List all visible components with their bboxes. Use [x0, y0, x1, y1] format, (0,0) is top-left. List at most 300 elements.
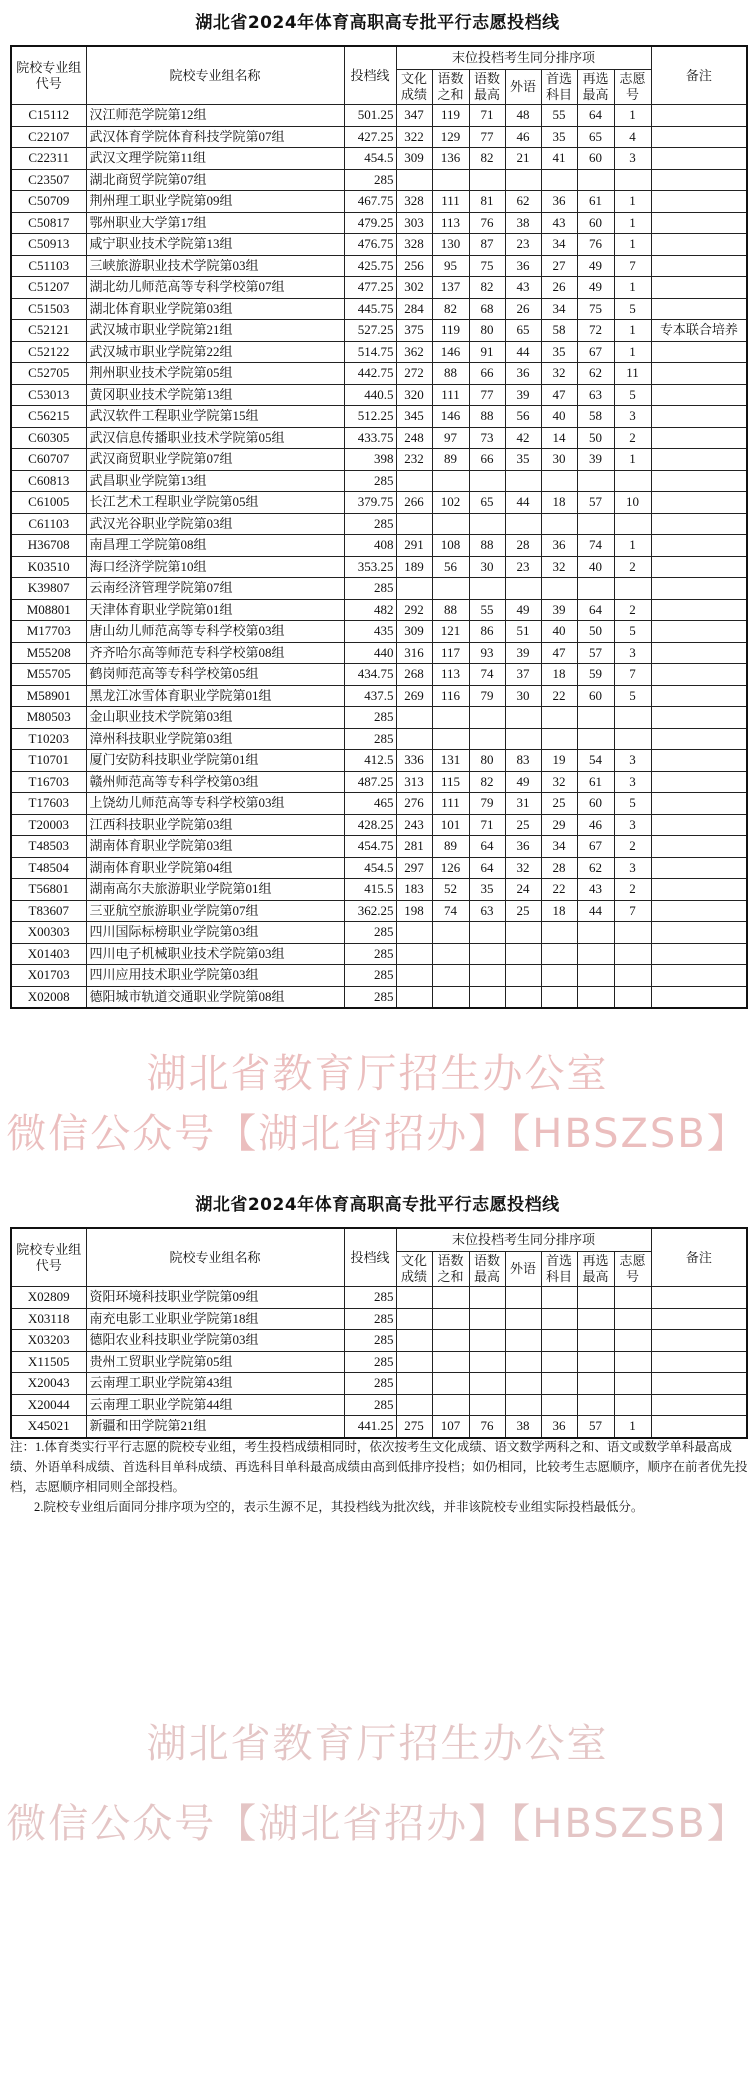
- cell-code: T56801: [11, 879, 86, 901]
- table-row: [11, 621, 747, 643]
- cell-culture-score: [396, 470, 432, 492]
- cell-remark: [651, 664, 747, 686]
- cell-name: 武汉城市职业学院第22组: [86, 341, 344, 363]
- cell-line: 362.25: [344, 900, 396, 922]
- cell-line: 353.25: [344, 556, 396, 578]
- cell-name: 贵州工贸职业学院第05组: [86, 1351, 344, 1373]
- cell-foreign-language: 38: [505, 1416, 541, 1438]
- cell-chinese-math-max: [469, 943, 505, 965]
- table-row: [11, 169, 747, 191]
- cell-line: 501.25: [344, 105, 396, 127]
- header-line: 投档线: [344, 1228, 396, 1287]
- table-row: [11, 664, 747, 686]
- cell-remark: [651, 470, 747, 492]
- cell-first-subject: 40: [541, 406, 577, 428]
- cell-remark: [651, 234, 747, 256]
- cell-first-subject: 29: [541, 814, 577, 836]
- cell-preference-no: 5: [614, 621, 651, 643]
- cell-preference-no: 11: [614, 363, 651, 385]
- cell-preference-no: 2: [614, 836, 651, 858]
- cell-second-subject-max: 62: [577, 857, 614, 879]
- cell-chinese-math-max: [469, 1351, 505, 1373]
- cell-chinese-math-sum: [432, 728, 469, 750]
- cell-line: 435: [344, 621, 396, 643]
- cell-line: 285: [344, 728, 396, 750]
- cell-code: C50817: [11, 212, 86, 234]
- cell-first-subject: [541, 707, 577, 729]
- cell-line: 285: [344, 1351, 396, 1373]
- cell-chinese-math-sum: 108: [432, 535, 469, 557]
- cell-chinese-math-sum: [432, 1308, 469, 1330]
- cell-name: 三亚航空旅游职业学院第07组: [86, 900, 344, 922]
- cell-chinese-math-max: 88: [469, 535, 505, 557]
- cell-second-subject-max: 57: [577, 492, 614, 514]
- cell-culture-score: 291: [396, 535, 432, 557]
- cell-foreign-language: 36: [505, 363, 541, 385]
- cell-line: 467.75: [344, 191, 396, 213]
- cell-name: 江西科技职业学院第03组: [86, 814, 344, 836]
- cell-chinese-math-max: 80: [469, 750, 505, 772]
- cell-remark: [651, 427, 747, 449]
- cell-chinese-math-max: [469, 707, 505, 729]
- table-row: [11, 277, 747, 299]
- cell-foreign-language: [505, 1394, 541, 1416]
- cell-code: T48503: [11, 836, 86, 858]
- cell-foreign-language: 65: [505, 320, 541, 342]
- cell-code: T83607: [11, 900, 86, 922]
- header-tiebreak-group: 末位投档考生同分排序项: [396, 1228, 651, 1252]
- cell-chinese-math-sum: [432, 1287, 469, 1309]
- cell-line: 434.75: [344, 664, 396, 686]
- cell-foreign-language: 36: [505, 836, 541, 858]
- cell-first-subject: [541, 1287, 577, 1309]
- cell-remark: [651, 836, 747, 858]
- cell-preference-no: [614, 169, 651, 191]
- cell-preference-no: [614, 578, 651, 600]
- cell-code: C51207: [11, 277, 86, 299]
- cell-remark: [651, 363, 747, 385]
- cell-foreign-language: [505, 470, 541, 492]
- cell-line: 285: [344, 986, 396, 1008]
- cell-code: X01703: [11, 965, 86, 987]
- table-row: [11, 298, 747, 320]
- cell-culture-score: [396, 1351, 432, 1373]
- cell-first-subject: [541, 578, 577, 600]
- cell-foreign-language: [505, 169, 541, 191]
- cell-second-subject-max: [577, 922, 614, 944]
- cell-chinese-math-sum: 137: [432, 277, 469, 299]
- cell-second-subject-max: [577, 1308, 614, 1330]
- cell-preference-no: 3: [614, 771, 651, 793]
- table-row: [11, 578, 747, 600]
- cell-foreign-language: 24: [505, 879, 541, 901]
- table-row: [11, 191, 747, 213]
- table-row: [11, 750, 747, 772]
- cell-code: M55208: [11, 642, 86, 664]
- cell-code: H36708: [11, 535, 86, 557]
- table-row: [11, 900, 747, 922]
- table-row: [11, 771, 747, 793]
- cell-culture-score: [396, 986, 432, 1008]
- cell-name: 唐山幼儿师范高等专科学校第03组: [86, 621, 344, 643]
- cell-code: C50709: [11, 191, 86, 213]
- table-row: [11, 406, 747, 428]
- cell-name: 黑龙江冰雪体育职业学院第01组: [86, 685, 344, 707]
- table-row: [11, 1394, 747, 1416]
- cell-chinese-math-max: 81: [469, 191, 505, 213]
- cell-remark: [651, 406, 747, 428]
- cell-second-subject-max: [577, 1330, 614, 1352]
- cell-culture-score: [396, 707, 432, 729]
- cell-code: C52122: [11, 341, 86, 363]
- cell-second-subject-max: 72: [577, 320, 614, 342]
- cell-line: 433.75: [344, 427, 396, 449]
- cell-chinese-math-max: 76: [469, 1416, 505, 1438]
- cell-first-subject: 18: [541, 664, 577, 686]
- cell-chinese-math-sum: 117: [432, 642, 469, 664]
- table-row: [11, 255, 747, 277]
- header-name: 院校专业组名称: [86, 46, 344, 105]
- cell-line: 285: [344, 943, 396, 965]
- cell-line: 285: [344, 578, 396, 600]
- cell-code: C52121: [11, 320, 86, 342]
- cell-name: 武汉商贸职业学院第07组: [86, 449, 344, 471]
- cell-first-subject: 34: [541, 298, 577, 320]
- cell-code: C61005: [11, 492, 86, 514]
- cell-first-subject: [541, 1351, 577, 1373]
- cell-line: 412.5: [344, 750, 396, 772]
- cell-second-subject-max: 44: [577, 900, 614, 922]
- cell-name: 湖南体育职业学院第03组: [86, 836, 344, 858]
- cell-first-subject: [541, 965, 577, 987]
- cell-culture-score: 309: [396, 148, 432, 170]
- cell-chinese-math-sum: 89: [432, 836, 469, 858]
- cell-second-subject-max: 75: [577, 298, 614, 320]
- note-1: 注：1.体育类实行平行志愿的院校专业组，考生投档成绩相同时，依次按考生文化成绩、语文数学两科之和、语文或数学单科最高成绩、外语单科成绩、首选科目单科成绩、再选科目单科最高成绩由高到低排序投档；如仍相同，比较考生志愿顺序，顺序在前者优先投档，志愿顺序相同则全部投档。: [10, 1440, 748, 1494]
- cell-culture-score: 292: [396, 599, 432, 621]
- cell-second-subject-max: 61: [577, 771, 614, 793]
- cell-name: 咸宁职业技术学院第13组: [86, 234, 344, 256]
- cell-code: X00303: [11, 922, 86, 944]
- cell-line: 465: [344, 793, 396, 815]
- table-row: [11, 384, 747, 406]
- table-row: [11, 320, 747, 342]
- cell-code: C52705: [11, 363, 86, 385]
- cell-code: M17703: [11, 621, 86, 643]
- cell-chinese-math-max: 66: [469, 363, 505, 385]
- table-row: [11, 943, 747, 965]
- cell-code: K39807: [11, 578, 86, 600]
- cell-remark: [651, 922, 747, 944]
- cell-foreign-language: 30: [505, 685, 541, 707]
- cell-chinese-math-sum: 131: [432, 750, 469, 772]
- cell-remark: [651, 212, 747, 234]
- table-row: [11, 449, 747, 471]
- cell-chinese-math-sum: 121: [432, 621, 469, 643]
- cell-first-subject: 22: [541, 685, 577, 707]
- admission-table-1: [10, 45, 748, 1009]
- cell-culture-score: [396, 1330, 432, 1352]
- cell-preference-no: 5: [614, 384, 651, 406]
- cell-second-subject-max: 61: [577, 191, 614, 213]
- cell-second-subject-max: 50: [577, 621, 614, 643]
- cell-preference-no: 1: [614, 212, 651, 234]
- cell-chinese-math-max: 79: [469, 793, 505, 815]
- cell-chinese-math-sum: 97: [432, 427, 469, 449]
- cell-chinese-math-max: [469, 1394, 505, 1416]
- cell-code: T16703: [11, 771, 86, 793]
- cell-culture-score: 347: [396, 105, 432, 127]
- cell-preference-no: [614, 922, 651, 944]
- cell-preference-no: [614, 1394, 651, 1416]
- cell-code: X03203: [11, 1330, 86, 1352]
- cell-name: 金山职业技术学院第03组: [86, 707, 344, 729]
- cell-line: 285: [344, 1394, 396, 1416]
- cell-preference-no: [614, 1351, 651, 1373]
- cell-remark: [651, 879, 747, 901]
- cell-chinese-math-sum: 126: [432, 857, 469, 879]
- cell-preference-no: [614, 1330, 651, 1352]
- cell-chinese-math-sum: [432, 922, 469, 944]
- cell-first-subject: [541, 513, 577, 535]
- cell-remark: [651, 986, 747, 1008]
- cell-name: 武汉体育学院体育科技学院第07组: [86, 126, 344, 148]
- cell-name: 赣州师范高等专科学校第03组: [86, 771, 344, 793]
- cell-line: 285: [344, 922, 396, 944]
- cell-foreign-language: 39: [505, 384, 541, 406]
- cell-chinese-math-sum: [432, 578, 469, 600]
- header-culture-score: 文化成绩: [396, 1252, 432, 1287]
- cell-culture-score: 309: [396, 621, 432, 643]
- cell-chinese-math-max: [469, 169, 505, 191]
- cell-chinese-math-max: 73: [469, 427, 505, 449]
- cell-code: C61103: [11, 513, 86, 535]
- cell-foreign-language: [505, 707, 541, 729]
- cell-foreign-language: [505, 513, 541, 535]
- table-row: [11, 470, 747, 492]
- cell-code: M80503: [11, 707, 86, 729]
- cell-second-subject-max: 43: [577, 879, 614, 901]
- header-second-subject-max: 再选最高: [577, 70, 614, 105]
- watermark-bottom-line1: 湖北省教育厅招生办公室: [146, 1721, 609, 1767]
- cell-remark: [651, 298, 747, 320]
- cell-line: 425.75: [344, 255, 396, 277]
- cell-line: 477.25: [344, 277, 396, 299]
- cell-chinese-math-max: 55: [469, 599, 505, 621]
- cell-second-subject-max: [577, 169, 614, 191]
- cell-remark: [651, 900, 747, 922]
- cell-second-subject-max: 57: [577, 1416, 614, 1438]
- cell-line: 482: [344, 599, 396, 621]
- cell-name: 云南经济管理学院第07组: [86, 578, 344, 600]
- cell-second-subject-max: 49: [577, 277, 614, 299]
- cell-first-subject: 43: [541, 212, 577, 234]
- cell-chinese-math-sum: 136: [432, 148, 469, 170]
- cell-chinese-math-max: 66: [469, 449, 505, 471]
- cell-line: 285: [344, 1287, 396, 1309]
- cell-remark: [651, 449, 747, 471]
- cell-chinese-math-max: 88: [469, 406, 505, 428]
- header-remark: 备注: [651, 1228, 747, 1287]
- table-row: [11, 642, 747, 664]
- cell-second-subject-max: 57: [577, 642, 614, 664]
- cell-preference-no: 3: [614, 857, 651, 879]
- cell-culture-score: 313: [396, 771, 432, 793]
- cell-second-subject-max: [577, 728, 614, 750]
- cell-name: 四川国际标榜职业学院第03组: [86, 922, 344, 944]
- header-chinese-math-max: 语数最高: [469, 70, 505, 105]
- cell-code: C60305: [11, 427, 86, 449]
- cell-first-subject: 34: [541, 234, 577, 256]
- cell-remark: [651, 1287, 747, 1309]
- cell-culture-score: 232: [396, 449, 432, 471]
- cell-foreign-language: 39: [505, 642, 541, 664]
- cell-line: 440.5: [344, 384, 396, 406]
- cell-name: 新疆和田学院第21组: [86, 1416, 344, 1438]
- cell-code: X02008: [11, 986, 86, 1008]
- cell-code: C51103: [11, 255, 86, 277]
- cell-preference-no: 10: [614, 492, 651, 514]
- cell-chinese-math-max: 30: [469, 556, 505, 578]
- table-row: [11, 126, 747, 148]
- cell-culture-score: [396, 1394, 432, 1416]
- cell-first-subject: 19: [541, 750, 577, 772]
- cell-first-subject: [541, 169, 577, 191]
- header-foreign-language: 外语: [505, 1252, 541, 1287]
- cell-remark: [651, 578, 747, 600]
- cell-preference-no: [614, 986, 651, 1008]
- cell-culture-score: [396, 578, 432, 600]
- cell-remark: [651, 750, 747, 772]
- cell-remark: [651, 148, 747, 170]
- cell-code: C53013: [11, 384, 86, 406]
- cell-foreign-language: 23: [505, 556, 541, 578]
- cell-second-subject-max: [577, 1287, 614, 1309]
- cell-name: 资阳环境科技职业学院第09组: [86, 1287, 344, 1309]
- cell-name: 鄂州职业大学第17组: [86, 212, 344, 234]
- cell-name: 长江艺术工程职业学院第05组: [86, 492, 344, 514]
- cell-chinese-math-max: [469, 986, 505, 1008]
- cell-remark: [651, 1351, 747, 1373]
- cell-line: 437.5: [344, 685, 396, 707]
- cell-preference-no: [614, 470, 651, 492]
- cell-chinese-math-sum: [432, 965, 469, 987]
- cell-second-subject-max: 60: [577, 212, 614, 234]
- header-foreign-language: 外语: [505, 70, 541, 105]
- table-body: [11, 105, 747, 1009]
- cell-line: 285: [344, 1373, 396, 1395]
- cell-culture-score: 198: [396, 900, 432, 922]
- cell-first-subject: 55: [541, 105, 577, 127]
- cell-chinese-math-sum: 89: [432, 449, 469, 471]
- cell-first-subject: 47: [541, 384, 577, 406]
- cell-preference-no: 1: [614, 320, 651, 342]
- cell-first-subject: 36: [541, 1416, 577, 1438]
- cell-first-subject: 58: [541, 320, 577, 342]
- cell-line: 514.75: [344, 341, 396, 363]
- cell-code: X11505: [11, 1351, 86, 1373]
- cell-name: 天津体育职业学院第01组: [86, 599, 344, 621]
- cell-second-subject-max: 64: [577, 599, 614, 621]
- cell-culture-score: 276: [396, 793, 432, 815]
- cell-chinese-math-sum: 113: [432, 212, 469, 234]
- cell-preference-no: 3: [614, 148, 651, 170]
- cell-code: T20003: [11, 814, 86, 836]
- cell-chinese-math-sum: [432, 943, 469, 965]
- table-row: [11, 148, 747, 170]
- cell-chinese-math-max: 91: [469, 341, 505, 363]
- cell-line: 285: [344, 707, 396, 729]
- cell-code: X02809: [11, 1287, 86, 1309]
- header-preference-no: 志愿号: [614, 1252, 651, 1287]
- cell-chinese-math-sum: 129: [432, 126, 469, 148]
- cell-code: X20044: [11, 1394, 86, 1416]
- header-chinese-math-sum: 语数之和: [432, 70, 469, 105]
- cell-preference-no: 5: [614, 793, 651, 815]
- cell-foreign-language: [505, 578, 541, 600]
- header-line: 投档线: [344, 46, 396, 105]
- cell-chinese-math-sum: 119: [432, 320, 469, 342]
- cell-foreign-language: 23: [505, 234, 541, 256]
- cell-chinese-math-sum: [432, 470, 469, 492]
- cell-preference-no: 1: [614, 341, 651, 363]
- cell-culture-score: 322: [396, 126, 432, 148]
- cell-first-subject: 41: [541, 148, 577, 170]
- cell-line: 285: [344, 1330, 396, 1352]
- cell-name: 三峡旅游职业技术学院第03组: [86, 255, 344, 277]
- admission-table-2: [10, 1227, 748, 1439]
- cell-second-subject-max: 67: [577, 341, 614, 363]
- cell-second-subject-max: [577, 707, 614, 729]
- cell-code: X20043: [11, 1373, 86, 1395]
- cell-line: 445.75: [344, 298, 396, 320]
- cell-culture-score: 189: [396, 556, 432, 578]
- cell-foreign-language: 42: [505, 427, 541, 449]
- cell-second-subject-max: [577, 986, 614, 1008]
- cell-preference-no: 7: [614, 255, 651, 277]
- cell-chinese-math-max: 93: [469, 642, 505, 664]
- cell-chinese-math-sum: 119: [432, 105, 469, 127]
- cell-line: 415.5: [344, 879, 396, 901]
- cell-culture-score: 328: [396, 191, 432, 213]
- cell-first-subject: [541, 986, 577, 1008]
- cell-remark: [651, 857, 747, 879]
- cell-culture-score: 303: [396, 212, 432, 234]
- cell-chinese-math-max: 71: [469, 105, 505, 127]
- cell-name: 上饶幼儿师范高等专科学校第03组: [86, 793, 344, 815]
- watermark-bottom-line2: 微信公众号【湖北省招办】【HBSZSB】: [6, 1801, 749, 1847]
- cell-culture-score: [396, 922, 432, 944]
- cell-name: 四川应用技术职业学院第03组: [86, 965, 344, 987]
- cell-remark: [651, 105, 747, 127]
- cell-line: 285: [344, 513, 396, 535]
- cell-chinese-math-max: 87: [469, 234, 505, 256]
- cell-chinese-math-sum: 111: [432, 191, 469, 213]
- cell-code: C51503: [11, 298, 86, 320]
- table-row: [11, 341, 747, 363]
- cell-culture-score: 256: [396, 255, 432, 277]
- cell-remark: [651, 1373, 747, 1395]
- cell-line: 454.5: [344, 857, 396, 879]
- cell-second-subject-max: [577, 965, 614, 987]
- cell-name: 武汉信息传播职业技术学院第05组: [86, 427, 344, 449]
- cell-first-subject: 18: [541, 900, 577, 922]
- table-row: [11, 1287, 747, 1309]
- cell-first-subject: 25: [541, 793, 577, 815]
- cell-chinese-math-sum: [432, 513, 469, 535]
- cell-culture-score: [396, 728, 432, 750]
- cell-code: X01403: [11, 943, 86, 965]
